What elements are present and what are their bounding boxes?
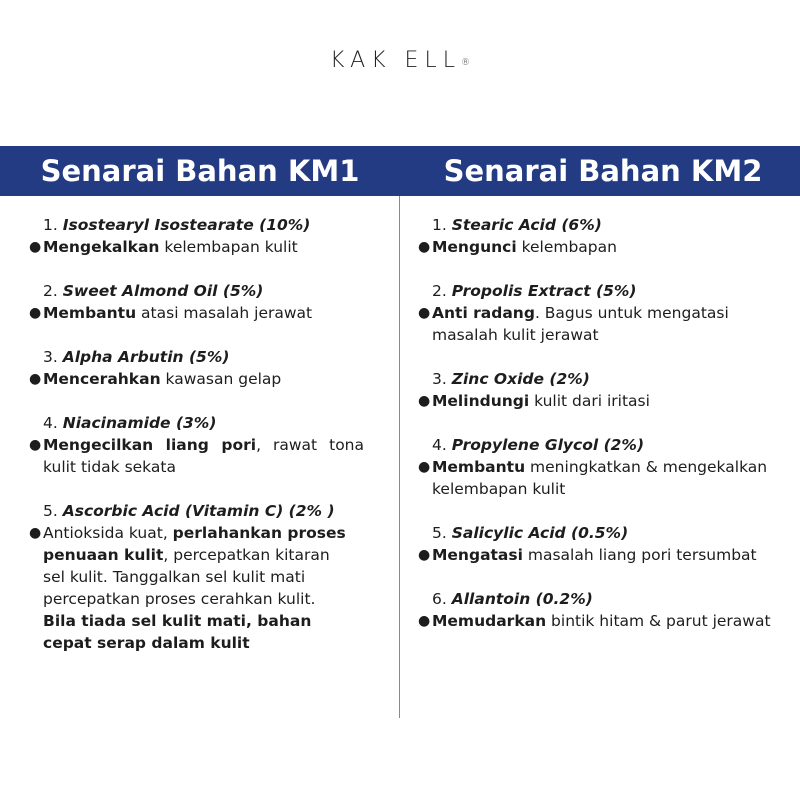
brand-logo	[0, 48, 800, 73]
km1-ingredient-list	[28, 214, 364, 676]
ingredient-benefit: ● Mencerahkan kawasan gelap	[29, 370, 282, 388]
ingredient-name: Ascorbic Acid (Vitamin C) (2% )	[62, 502, 335, 520]
ingredient-item	[417, 280, 779, 346]
ingredient-name: Zinc Oxide (2%)	[451, 370, 590, 388]
ingredient-benefit: ● Membantu atasi masalah jerawat	[29, 304, 313, 322]
ingredient-item	[28, 500, 364, 654]
column-divider	[399, 196, 400, 718]
ingredient-benefit: ● Mengecilkan liang pori, rawat tona kulit tidak sekata	[29, 436, 364, 476]
ingredient-item	[28, 214, 364, 258]
ingredient-item	[417, 588, 779, 632]
ingredient-item	[28, 412, 364, 478]
ingredient-item	[417, 368, 779, 412]
ingredient-name: Alpha Arbutin (5%)	[62, 348, 230, 366]
bullet-icon: ●	[29, 239, 42, 255]
km2-ingredient-list	[417, 214, 779, 654]
ingredient-name: Propylene Glycol (2%)	[451, 436, 645, 454]
ingredient-benefit: ● Memudarkan bintik hitam & parut jerawat	[418, 612, 771, 630]
ingredient-name: Stearic Acid (6%)	[451, 216, 602, 234]
bullet-icon: ●	[418, 547, 431, 563]
ingredient-name: Salicylic Acid (0.5%)	[451, 524, 629, 542]
title-banner	[0, 146, 800, 196]
ingredient-item	[417, 214, 779, 258]
ingredient-name: Allantoin (0.2%)	[451, 590, 593, 608]
ingredient-heading: 1. Stearic Acid (6%)	[432, 216, 602, 234]
bullet-icon: ●	[418, 239, 431, 255]
ingredient-name: Niacinamide (3%)	[62, 414, 217, 432]
ingredient-benefit: ● Mengekalkan kelembapan kulit	[29, 238, 298, 256]
bullet-icon: ●	[29, 305, 42, 321]
ingredient-heading: 3. Alpha Arbutin (5%)	[43, 348, 230, 366]
ingredient-heading: 4. Niacinamide (3%)	[43, 414, 217, 432]
bullet-icon: ●	[418, 393, 431, 409]
km2-title: Senarai Bahan KM2	[443, 154, 763, 188]
bullet-icon: ●	[418, 613, 431, 629]
ingredient-heading: 6. Allantoin (0.2%)	[432, 590, 593, 608]
bullet-icon: ●	[418, 459, 431, 475]
bullet-icon: ●	[29, 437, 42, 453]
ingredient-benefit: ● Melindungi kulit dari iritasi	[418, 392, 650, 410]
ingredient-name: Propolis Extract (5%)	[451, 282, 637, 300]
ingredient-heading: 5. Ascorbic Acid (Vitamin C) (2% )	[43, 502, 335, 520]
ingredient-heading: 4. Propylene Glycol (2%)	[432, 436, 645, 454]
ingredient-benefit: ● Antioksida kuat, perlahankan proses penuaan kulit, percepatkan kitaran sel kulit. Tanggalkan sel kulit mati percepatkan proses cerahkan kulit. Bila tiada sel kulit mati, bahan cepat serap dalam kulit	[29, 524, 346, 652]
ingredient-item	[28, 346, 364, 390]
ingredient-item	[28, 280, 364, 324]
km1-title: Senarai Bahan KM1	[40, 154, 360, 188]
bullet-icon: ●	[418, 305, 431, 321]
ingredient-heading: 3. Zinc Oxide (2%)	[432, 370, 590, 388]
ingredient-item	[417, 434, 779, 500]
ingredient-heading: 2. Sweet Almond Oil (5%)	[43, 282, 264, 300]
ingredient-heading: 1. Isostearyl Isostearate (10%)	[43, 216, 311, 234]
ingredient-name: Sweet Almond Oil (5%)	[62, 282, 264, 300]
ingredient-item	[417, 522, 779, 566]
ingredient-heading: 5. Salicylic Acid (0.5%)	[432, 524, 629, 542]
ingredient-heading: 2. Propolis Extract (5%)	[432, 282, 637, 300]
brand-name: KAK ELL	[330, 48, 461, 73]
ingredient-benefit: ● Anti radang. Bagus untuk mengatasi masalah kulit jerawat	[418, 304, 729, 344]
ingredient-name: Isostearyl Isostearate (10%)	[62, 216, 311, 234]
ingredient-benefit: ● Mengunci kelembapan	[418, 238, 617, 256]
bullet-icon: ●	[29, 525, 42, 541]
bullet-icon: ●	[29, 371, 42, 387]
ingredient-benefit: ● Membantu meningkatkan & mengekalkan kelembapan kulit	[418, 458, 768, 498]
registered-mark: ®	[460, 58, 470, 68]
ingredient-benefit: ● Mengatasi masalah liang pori tersumbat	[418, 546, 757, 564]
